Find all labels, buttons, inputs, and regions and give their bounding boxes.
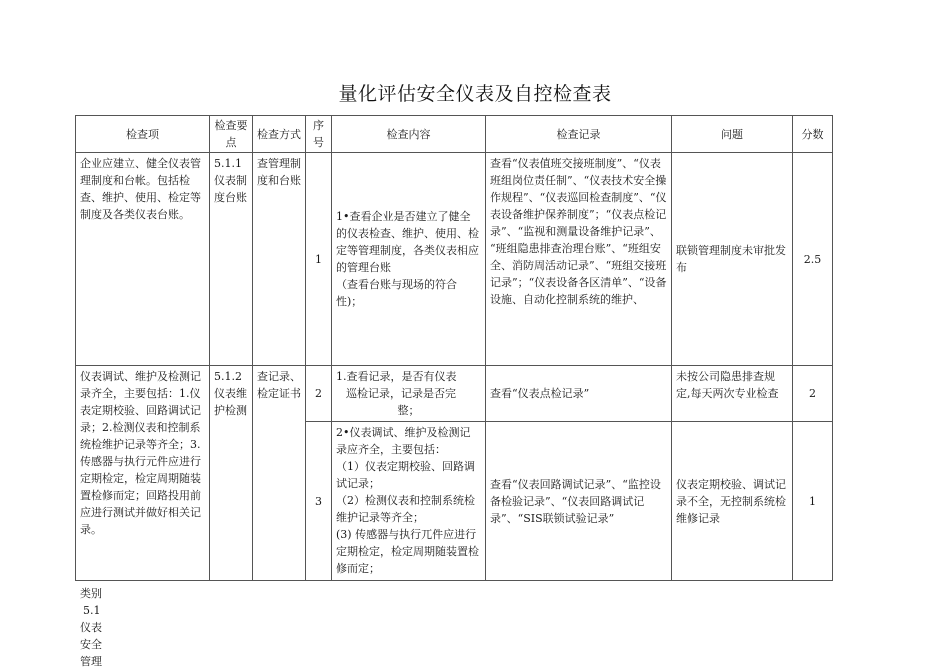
- category-text: 管理: [80, 655, 102, 668]
- record-text: “班组隐患排查治理台账”、“班组安全、消防周活动记录”、“班组交接班记录”；“仪表设备各区清单”、“设备设施、自动化控制系统的维护、: [490, 242, 667, 306]
- score-cell: 1: [793, 422, 833, 581]
- content-text: 巡检记录，记录是否完: [346, 387, 456, 400]
- header-content: 检查内容: [332, 116, 486, 153]
- content-text: 2•仪表调试、维护及检测记录应齐全，主要包括：: [336, 426, 471, 456]
- header-issue: 问题: [672, 116, 793, 153]
- check-item-cell: 企业应建立、健全仪表管理制度和台帐。包括检查、维护、使用、检定等制度及各类仪表台账。: [76, 153, 210, 366]
- check-point-cell: 5.1.2仪表维护检测: [210, 366, 253, 581]
- check-method-cell: 查记录、检定证书: [253, 366, 306, 581]
- check-item-cell: 仪表调试、维护及检测记录齐全，主要包括：1.仪表定期校验、回路调试记录；2.检测仪表和控制系统检维护记录等齐全；3.传感器与执行元件应进行定期检定，检定周期随装置检修而定；回路投用前应进行测试并做好相关记录。: [76, 366, 210, 581]
- page-title: 量化评估安全仪表及自控检查表: [338, 83, 612, 105]
- issue-cell: 仪表定期校验、调试记录不全，无控制系统检维修记录: [672, 422, 793, 581]
- header-item: 检查项: [76, 116, 210, 153]
- content-text: （查看台账与现场的符合性)；: [336, 278, 457, 308]
- record-cell: 查看“仪表点检记录”: [486, 366, 672, 422]
- category-text: 5.1: [83, 604, 101, 617]
- table-header-row: [76, 116, 833, 153]
- seq-cell: 1: [306, 153, 332, 366]
- header-record: 检查记录: [486, 116, 672, 153]
- content-text: 1.查看记录，是否有仪表: [336, 370, 457, 383]
- content-cell: [332, 422, 486, 581]
- header-seq: 序号: [306, 116, 332, 153]
- header-score: 分数: [793, 116, 833, 153]
- seq-cell: 2: [306, 366, 332, 422]
- content-text: 1•查看企业是否建立了健全的仪表检查、维护、使用、检定等管理制度，各类仪表相应的管理台账: [336, 210, 479, 274]
- category-label: [80, 585, 102, 670]
- issue-cell: 未按公司隐患排查规定,每天两次专业检查: [672, 366, 793, 422]
- category-text: 安全: [80, 638, 102, 651]
- table-row: [76, 153, 833, 366]
- content-text: （2）检测仪表和控制系统检维护记录等齐全；: [336, 494, 475, 524]
- header-method: 检查方式: [253, 116, 306, 153]
- record-cell: 查看“仪表回路调试记录”、“监控设备检验记录”、“仪表回路调试记录”、“SIS联锁试验记录”: [486, 422, 672, 581]
- header-point: 检查要点: [210, 116, 253, 153]
- category-text: 类别: [80, 587, 102, 600]
- issue-cell: 联锁管理制度未审批发布: [672, 153, 793, 366]
- record-cell: [486, 153, 672, 366]
- check-method-cell: 查管理制度和台账: [253, 153, 306, 366]
- content-text: (3) 传感器与执行兀件应进行定期检定，检定周期随装置检修而定；: [336, 528, 479, 575]
- inspection-table: [75, 115, 833, 581]
- table-row: [76, 366, 833, 422]
- category-text: 仪表: [80, 621, 102, 634]
- content-cell: [332, 366, 486, 422]
- content-cell: [332, 153, 486, 366]
- content-text: 整；: [397, 404, 420, 417]
- score-cell: 2.5: [793, 153, 833, 366]
- content-text: （1）仪表定期校验、回路调试记录；: [336, 460, 475, 490]
- record-text: 查看“仪表值班交接班制度”、“仪表班组岗位责任制”、“仪表技术安全操作规程”、“仪表巡回检查制度”、“仪表设备维护保养制度”；“仪表点检记录”、“监视和测量设备维护记录”、: [490, 157, 667, 238]
- seq-cell: 3: [306, 422, 332, 581]
- score-cell: 2: [793, 366, 833, 422]
- check-point-cell: 5.1.1仪表制度台账: [210, 153, 253, 366]
